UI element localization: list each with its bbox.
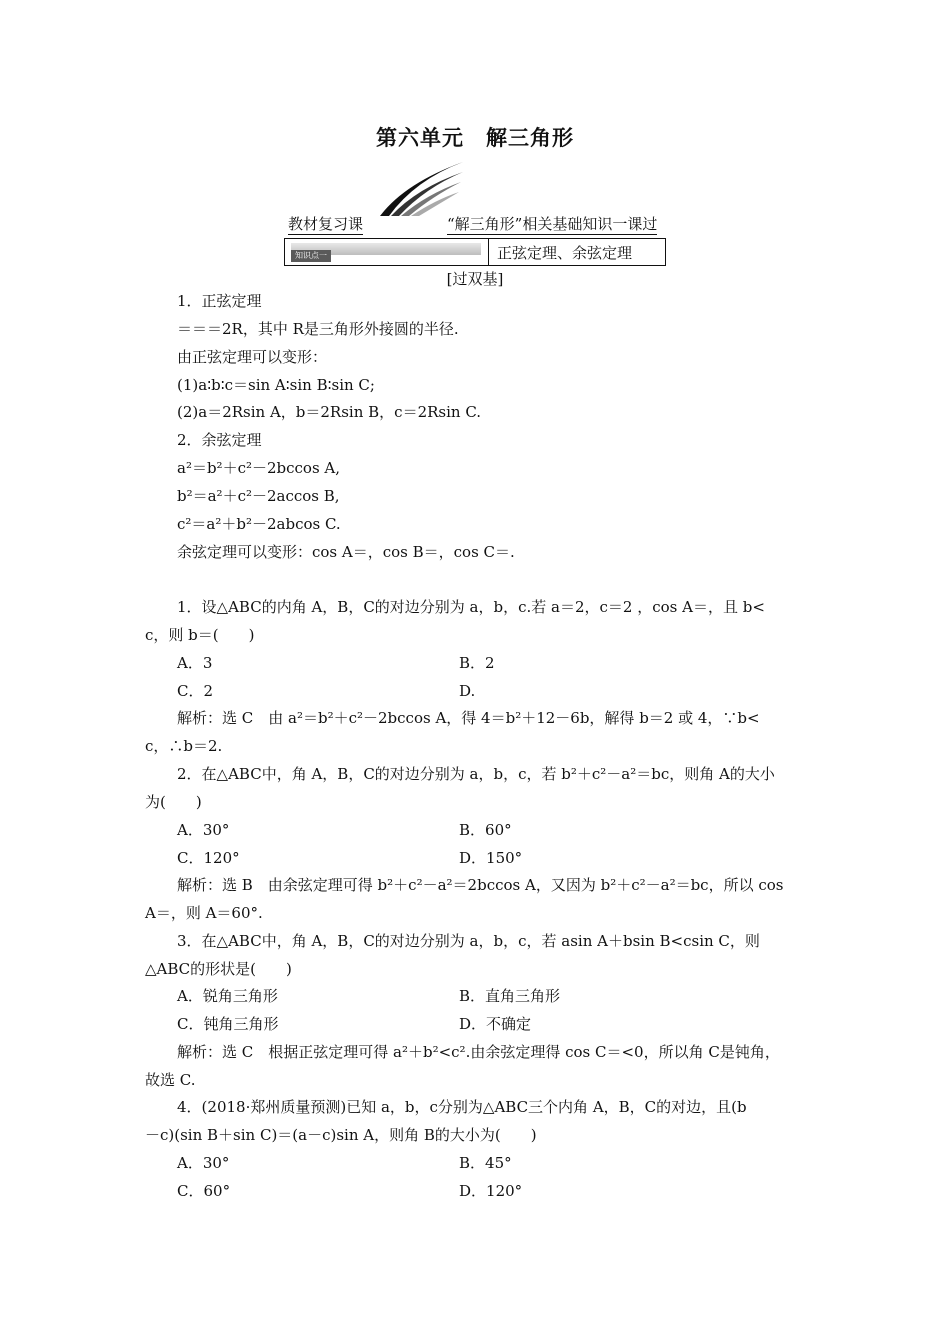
option-a: A．30°: [177, 821, 230, 839]
knowledge-point-divider: [488, 239, 489, 265]
option-b: B．直角三角形: [459, 987, 561, 1005]
option-b: B．60°: [459, 821, 512, 839]
solution-line: 故选 C.: [145, 1071, 196, 1089]
text-line: ＝＝＝2R，其中 R是三角形外接圆的半径.: [177, 320, 459, 338]
header-course-type: 教材复习课: [288, 215, 364, 233]
question-line: 4．(2018·郑州质量预测)已知 a，b，c分别为△ABC三个内角 A，B，C的对边，且(b: [177, 1098, 747, 1116]
section-label: [过双基]: [446, 270, 504, 288]
question-line: c，则 b＝( ): [145, 626, 255, 644]
solution-line: 解析：选 C 由 a²＝b²＋c²－2bccos A，得 4＝b²＋12－6b，解得 b＝2 或 4，∵b<: [177, 709, 760, 727]
unit-title-number: 第六单元: [376, 125, 464, 150]
solution-line: 解析：选 B 由余弦定理可得 b²＋c²－a²＝2bccos A，又因为 b²＋c²－a²＝bc，所以 cos: [177, 876, 784, 894]
unit-title: [0, 122, 950, 152]
text-line: 余弦定理可以变形：cos A＝，cos B＝，cos C＝.: [177, 543, 515, 561]
knowledge-point-tag: [291, 243, 481, 260]
question-line: 2．在△ABC中，角 A，B，C的对边分别为 a，b，c，若 b²＋c²－a²＝bc，则角 A的大小: [177, 765, 775, 783]
text-line: b²＝a²＋c²－2accos B,: [177, 487, 340, 505]
solution-line: A＝，则 A＝60°.: [145, 904, 263, 922]
text-line: c²＝a²＋b²－2abcos C.: [177, 515, 341, 533]
knowledge-point-title: 正弦定理、余弦定理: [497, 244, 633, 262]
option-a: A．锐角三角形: [177, 987, 278, 1005]
question-line: △ABC的形状是( ): [145, 960, 292, 978]
option-c: C．2: [177, 682, 214, 700]
knowledge-point-box: [284, 238, 666, 266]
unit-title-topic: 解三角形: [486, 125, 574, 150]
option-c: C．钝角三角形: [177, 1015, 279, 1033]
text-line: 1．正弦定理: [177, 292, 262, 310]
header-subtitle: “解三角形”相关基础知识一课过: [447, 215, 658, 233]
option-d: D．120°: [459, 1182, 523, 1200]
text-line: (1)a∶b∶c＝sin A∶sin B∶sin C;: [177, 376, 375, 394]
text-line: 由正弦定理可以变形：: [177, 348, 328, 366]
text-line: (2)a＝2Rsin A，b＝2Rsin B，c＝2Rsin C.: [177, 403, 482, 421]
question-line: 3．在△ABC中，角 A，B，C的对边分别为 a，b，c，若 asin A＋bsin B<csin C，则: [177, 932, 760, 950]
question-line: 为( ): [145, 793, 202, 811]
question-line: －c)(sin B＋sin C)＝(a－c)sin A，则角 B的大小为( ): [145, 1126, 537, 1144]
option-d: D．150°: [459, 849, 523, 867]
text-line: a²＝b²＋c²－2bccos A,: [177, 459, 341, 477]
option-c: C．60°: [177, 1182, 231, 1200]
option-b: B．45°: [459, 1154, 512, 1172]
swoosh-decoration-icon: [375, 158, 465, 218]
option-d: D.: [459, 682, 476, 700]
option-a: A．30°: [177, 1154, 230, 1172]
option-d: D．不确定: [459, 1015, 532, 1033]
option-c: C．120°: [177, 849, 240, 867]
knowledge-point-tag-label: 知识点一: [291, 250, 331, 262]
solution-line: 解析：选 C 根据正弦定理可得 a²＋b²<c².由余弦定理得 cos C＝<0，所以角 C是钝角，: [177, 1043, 780, 1061]
option-b: B．2: [459, 654, 495, 672]
question-line: 1．设△ABC的内角 A，B，C的对边分别为 a，b，c.若 a＝2，c＝2 ，cos A＝，且 b<: [177, 598, 765, 616]
option-a: A．3: [177, 654, 213, 672]
text-line: 2．余弦定理: [177, 431, 262, 449]
solution-line: c，∴b＝2.: [145, 737, 223, 755]
